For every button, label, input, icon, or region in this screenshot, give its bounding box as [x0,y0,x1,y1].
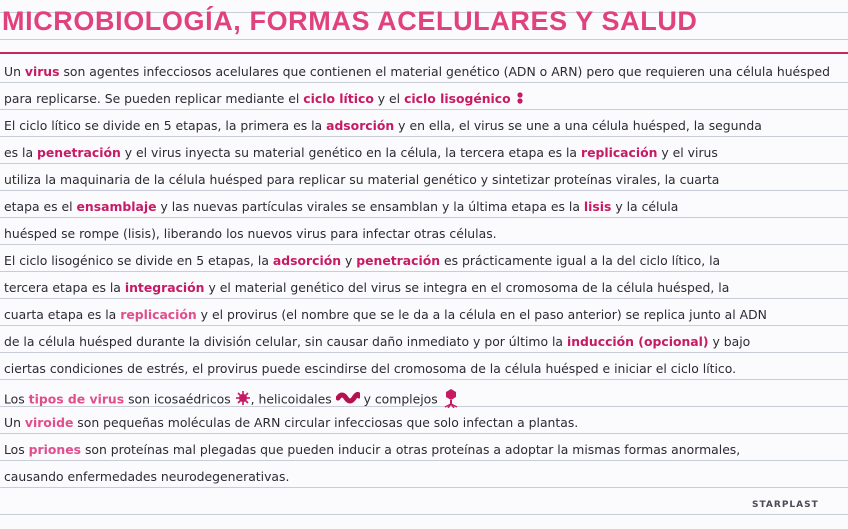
text-segment: y el material genético del virus se integra en el cromosoma de la célula huésped, la [204,280,730,295]
text-line [4,442,842,458]
highlight-term: replicación [120,307,197,322]
text-line [4,469,842,485]
text-segment: causando enfermedades neurodegenerativas. [4,469,290,484]
highlight-term: integración [124,280,205,295]
text-segment: cuarta etapa es la [4,307,121,322]
text-segment: para replicarse. Se pueden replicar mediante el [4,91,304,106]
text-segment: Un [4,64,25,79]
text-line [4,253,842,269]
highlight-term: replicación [580,145,658,160]
text-line [4,280,842,296]
highlight-term: penetración [37,145,121,160]
highlight-term: adsorción [272,253,342,268]
highlight-term: priones [28,442,82,457]
text-line [4,118,842,134]
text-segment: son icosaédricos [124,391,231,407]
text-segment: ciertas condiciones de estrés, el provirus puede escindirse del cromosoma de la célula huésped e iniciar el ciclo lítico. [4,361,737,376]
text-segment: utiliza la maquinaria de la célula huésped para replicar su material genético y sintetizar proteínas virales, la cuarta [4,172,720,187]
icosahedral-virus-icon [235,390,251,410]
text-line [4,91,842,108]
highlight-term: penetración [356,253,441,268]
text-segment: son agentes infecciosos acelulares que contienen el material genético (ADN o ARN) pero que requieren una célula huésped [59,64,830,79]
text-segment: y bajo [708,334,751,349]
highlight-term: viroide [24,415,74,430]
text-segment: y el virus [657,145,718,160]
text-segment: y en ella, el virus se une a una célula huésped, la segunda [394,118,762,133]
text-segment: El ciclo lisogénico se divide en 5 etapas, la [4,253,273,268]
highlight-term: inducción (opcional) [566,334,709,349]
helical-virus-icon [336,391,360,409]
highlight-term: ciclo lítico [303,91,374,106]
text-segment: y las nuevas partículas virales se ensamblan y la última etapa es la [156,199,584,214]
text-segment: son proteínas mal plegadas que pueden inducir a otras proteínas a adoptar la mismas formas anormales, [81,442,741,457]
text-segment: de la célula huésped durante la división celular, sin causar daño inmediato y por último la [4,334,567,349]
text-line [4,388,842,412]
highlight-term: virus [24,64,60,79]
text-line [4,307,842,323]
text-segment: El ciclo lítico se divide en 5 etapas, la primera es la [4,118,327,133]
text-segment: Los [4,442,29,457]
text-line [4,64,842,80]
text-line [4,145,842,161]
page-title: MICROBIOLOGÍA, FORMAS ACELULARES Y SALUD [2,6,698,36]
text-segment: etapa es el [4,199,77,214]
text-segment: huésped se rompe (lisis), liberando los nuevos virus para infectar otras células. [4,226,497,241]
text-line [4,226,842,242]
text-segment: y el virus inyecta su material genético en la célula, la tercera etapa es la [120,145,581,160]
text-segment: y [341,253,357,268]
highlight-term: tipos de virus [28,391,125,407]
text-segment: es la [4,145,37,160]
text-segment: Un [4,415,25,430]
text-segment: y la célula [611,199,679,214]
notebook-brand-logo: STARPLAST [752,500,819,510]
highlight-term: ensamblaje [76,199,157,214]
text-line [4,199,842,215]
highlight-term: adsorción [326,118,395,133]
text-segment: y el provirus (el nombre que se le da a la célula en el paso anterior) se replica junto al ADN [196,307,767,322]
title-underline [0,52,848,54]
highlight-term: ciclo lisogénico [404,91,511,106]
text-line [4,361,842,377]
text-segment: y el [373,91,405,106]
text-line [4,334,842,350]
text-segment: es prácticamente igual a la del ciclo lítico, la [440,253,721,268]
text-line [4,415,842,431]
pink-dots-icon [515,92,525,108]
highlight-term: lisis [583,199,612,214]
text-segment: Los [4,391,29,407]
text-segment: , helicoidales [250,391,332,407]
text-line [4,172,842,188]
complex-virus-icon [442,388,460,412]
text-segment: y complejos [359,391,438,407]
text-segment: tercera etapa es la [4,280,125,295]
text-segment: son pequeñas moléculas de ARN circular infecciosas que solo infectan a plantas. [73,415,579,430]
